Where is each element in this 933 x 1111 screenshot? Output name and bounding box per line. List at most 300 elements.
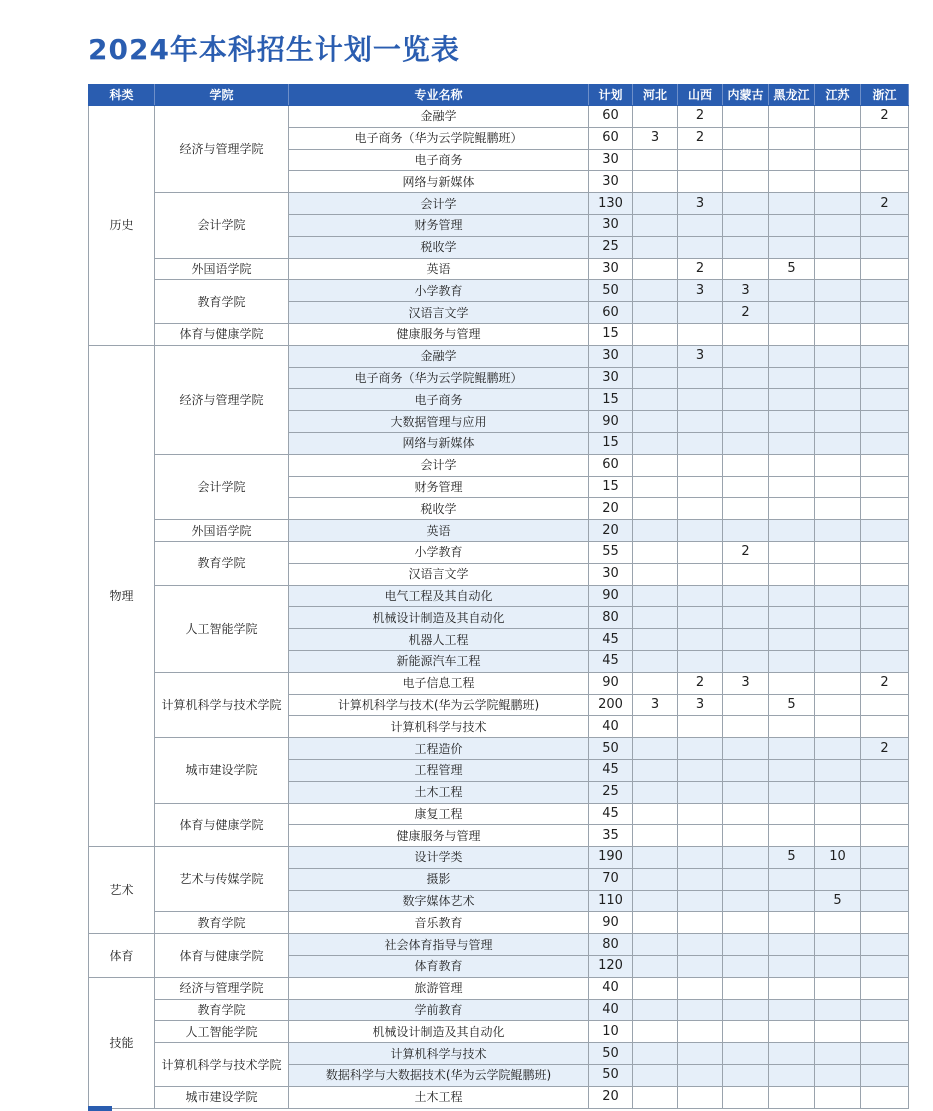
major-cell: 英语 [289, 520, 589, 542]
province-quota-cell [633, 956, 678, 978]
province-quota-cell [769, 934, 815, 956]
province-quota-cell [861, 956, 909, 978]
major-cell: 税收学 [289, 498, 589, 520]
header-hebei: 河北 [633, 85, 678, 106]
major-cell: 财务管理 [289, 214, 589, 236]
major-cell: 设计学类 [289, 847, 589, 869]
plan-cell: 200 [589, 694, 633, 716]
major-cell: 税收学 [289, 236, 589, 258]
major-cell: 旅游管理 [289, 977, 589, 999]
college-cell: 外国语学院 [155, 258, 289, 280]
table-row [89, 106, 909, 128]
province-quota-cell [769, 498, 815, 520]
province-quota-cell [861, 716, 909, 738]
major-cell: 大数据管理与应用 [289, 411, 589, 433]
province-quota-cell [678, 934, 723, 956]
major-cell: 康复工程 [289, 803, 589, 825]
college-cell: 艺术与传媒学院 [155, 847, 289, 912]
province-quota-cell: 5 [769, 258, 815, 280]
province-quota-cell [861, 825, 909, 847]
province-quota-cell: 2 [861, 106, 909, 128]
province-quota-cell [769, 454, 815, 476]
province-quota-cell [633, 389, 678, 411]
college-cell: 城市建设学院 [155, 1086, 289, 1108]
province-quota-cell [723, 236, 769, 258]
province-quota-cell [861, 476, 909, 498]
header-major: 专业名称 [289, 85, 589, 106]
plan-cell: 60 [589, 302, 633, 324]
province-quota-cell [723, 1043, 769, 1065]
province-quota-cell [861, 977, 909, 999]
province-quota-cell [815, 1086, 861, 1108]
province-quota-cell [633, 716, 678, 738]
table-row [89, 999, 909, 1021]
province-quota-cell [815, 825, 861, 847]
province-quota-cell [633, 585, 678, 607]
province-quota-cell: 2 [861, 738, 909, 760]
province-quota-cell [815, 629, 861, 651]
plan-cell: 80 [589, 934, 633, 956]
table-row [89, 1043, 909, 1065]
table-row [89, 977, 909, 999]
province-quota-cell [861, 236, 909, 258]
province-quota-cell [815, 607, 861, 629]
province-quota-cell [633, 411, 678, 433]
table-row [89, 912, 909, 934]
province-quota-cell [815, 106, 861, 128]
province-quota-cell [723, 738, 769, 760]
province-quota-cell [723, 1021, 769, 1043]
plan-cell: 50 [589, 1065, 633, 1087]
province-quota-cell [723, 432, 769, 454]
major-cell: 新能源汽车工程 [289, 650, 589, 672]
province-quota-cell [633, 193, 678, 215]
college-cell: 人工智能学院 [155, 1021, 289, 1043]
header-category: 科类 [89, 85, 155, 106]
province-quota-cell [815, 127, 861, 149]
college-cell: 体育与健康学院 [155, 323, 289, 345]
plan-cell: 15 [589, 476, 633, 498]
province-quota-cell [815, 934, 861, 956]
province-quota-cell [678, 236, 723, 258]
major-cell: 电子商务 [289, 389, 589, 411]
college-cell: 教育学院 [155, 541, 289, 585]
major-cell: 英语 [289, 258, 589, 280]
plan-cell: 45 [589, 629, 633, 651]
province-quota-cell [861, 541, 909, 563]
province-quota-cell [815, 912, 861, 934]
table-body [89, 106, 909, 1109]
header-heilongjiang: 黑龙江 [769, 85, 815, 106]
province-quota-cell [723, 890, 769, 912]
table-row [89, 280, 909, 302]
province-quota-cell [678, 1086, 723, 1108]
province-quota-cell [678, 716, 723, 738]
province-quota-cell [769, 868, 815, 890]
province-quota-cell [861, 803, 909, 825]
major-cell: 数据科学与大数据技术(华为云学院鲲鹏班) [289, 1065, 589, 1087]
province-quota-cell [633, 520, 678, 542]
major-cell: 计算机科学与技术 [289, 1043, 589, 1065]
table-row [89, 847, 909, 869]
province-quota-cell [861, 127, 909, 149]
province-quota-cell [769, 280, 815, 302]
table-row [89, 738, 909, 760]
province-quota-cell [815, 672, 861, 694]
college-cell: 计算机科学与技术学院 [155, 672, 289, 737]
major-cell: 机器人工程 [289, 629, 589, 651]
province-quota-cell [815, 149, 861, 171]
province-quota-cell [769, 411, 815, 433]
province-quota-cell [633, 498, 678, 520]
province-quota-cell [815, 541, 861, 563]
province-quota-cell [861, 759, 909, 781]
province-quota-cell [815, 585, 861, 607]
province-quota-cell [723, 912, 769, 934]
province-quota-cell [723, 258, 769, 280]
major-cell: 汉语言文学 [289, 302, 589, 324]
province-quota-cell [633, 302, 678, 324]
province-quota-cell: 3 [723, 280, 769, 302]
province-quota-cell [769, 999, 815, 1021]
province-quota-cell: 3 [678, 280, 723, 302]
province-quota-cell [861, 411, 909, 433]
province-quota-cell: 3 [678, 345, 723, 367]
province-quota-cell [861, 367, 909, 389]
province-quota-cell [723, 1065, 769, 1087]
plan-cell: 25 [589, 236, 633, 258]
province-quota-cell [633, 1043, 678, 1065]
province-quota-cell [678, 149, 723, 171]
province-quota-cell [678, 738, 723, 760]
province-quota-cell [633, 563, 678, 585]
province-quota-cell [723, 476, 769, 498]
plan-cell: 30 [589, 171, 633, 193]
province-quota-cell [633, 323, 678, 345]
province-quota-cell [769, 912, 815, 934]
table-row [89, 1086, 909, 1108]
province-quota-cell [633, 999, 678, 1021]
province-quota-cell [678, 498, 723, 520]
province-quota-cell [723, 847, 769, 869]
province-quota-cell [633, 1065, 678, 1087]
province-quota-cell [815, 258, 861, 280]
college-cell: 体育与健康学院 [155, 803, 289, 847]
province-quota-cell [861, 1065, 909, 1087]
province-quota-cell [769, 432, 815, 454]
plan-cell: 50 [589, 280, 633, 302]
major-cell: 音乐教育 [289, 912, 589, 934]
college-cell: 体育与健康学院 [155, 934, 289, 978]
province-quota-cell [633, 454, 678, 476]
province-quota-cell [633, 890, 678, 912]
province-quota-cell [633, 803, 678, 825]
province-quota-cell [769, 476, 815, 498]
plan-cell: 25 [589, 781, 633, 803]
province-quota-cell [861, 498, 909, 520]
header-college: 学院 [155, 85, 289, 106]
province-quota-cell [861, 629, 909, 651]
province-quota-cell [815, 432, 861, 454]
major-cell: 电子信息工程 [289, 672, 589, 694]
province-quota-cell [678, 541, 723, 563]
province-quota-cell [678, 454, 723, 476]
college-cell: 经济与管理学院 [155, 345, 289, 454]
province-quota-cell [815, 498, 861, 520]
province-quota-cell [723, 868, 769, 890]
major-cell: 健康服务与管理 [289, 323, 589, 345]
province-quota-cell [723, 411, 769, 433]
province-quota-cell [678, 323, 723, 345]
major-cell: 汉语言文学 [289, 563, 589, 585]
province-quota-cell: 5 [769, 847, 815, 869]
table-row [89, 803, 909, 825]
province-quota-cell [815, 411, 861, 433]
province-quota-cell [678, 432, 723, 454]
province-quota-cell [769, 214, 815, 236]
province-quota-cell [678, 999, 723, 1021]
plan-cell: 20 [589, 498, 633, 520]
plan-cell: 50 [589, 1043, 633, 1065]
major-cell: 网络与新媒体 [289, 171, 589, 193]
major-cell: 会计学 [289, 193, 589, 215]
province-quota-cell [769, 607, 815, 629]
plan-cell: 15 [589, 323, 633, 345]
province-quota-cell [815, 345, 861, 367]
province-quota-cell [633, 672, 678, 694]
province-quota-cell [769, 890, 815, 912]
plan-cell: 80 [589, 607, 633, 629]
province-quota-cell [678, 825, 723, 847]
province-quota-cell [678, 890, 723, 912]
province-quota-cell [861, 912, 909, 934]
province-quota-cell: 2 [678, 127, 723, 149]
enrollment-plan-table [88, 84, 909, 1109]
plan-cell: 30 [589, 214, 633, 236]
category-cell: 技能 [89, 977, 155, 1108]
province-quota-cell: 5 [815, 890, 861, 912]
province-quota-cell [769, 127, 815, 149]
province-quota-cell [769, 106, 815, 128]
plan-cell: 55 [589, 541, 633, 563]
header-neimenggu: 内蒙古 [723, 85, 769, 106]
plan-cell: 45 [589, 759, 633, 781]
plan-cell: 45 [589, 650, 633, 672]
province-quota-cell [861, 214, 909, 236]
province-quota-cell: 2 [723, 541, 769, 563]
province-quota-cell [678, 585, 723, 607]
province-quota-cell [769, 956, 815, 978]
plan-cell: 30 [589, 149, 633, 171]
plan-cell: 30 [589, 345, 633, 367]
plan-cell: 20 [589, 520, 633, 542]
province-quota-cell [633, 934, 678, 956]
plan-cell: 40 [589, 977, 633, 999]
province-quota-cell [633, 912, 678, 934]
province-quota-cell [723, 999, 769, 1021]
province-quota-cell [861, 149, 909, 171]
table-row [89, 672, 909, 694]
province-quota-cell: 3 [633, 694, 678, 716]
province-quota-cell [769, 672, 815, 694]
college-cell: 城市建设学院 [155, 738, 289, 803]
province-quota-cell [633, 367, 678, 389]
province-quota-cell: 3 [633, 127, 678, 149]
province-quota-cell [815, 171, 861, 193]
province-quota-cell [678, 1021, 723, 1043]
college-cell: 计算机科学与技术学院 [155, 1043, 289, 1087]
table-row [89, 934, 909, 956]
province-quota-cell: 2 [678, 672, 723, 694]
major-cell: 社会体育指导与管理 [289, 934, 589, 956]
major-cell: 健康服务与管理 [289, 825, 589, 847]
province-quota-cell [815, 781, 861, 803]
province-quota-cell [815, 956, 861, 978]
province-quota-cell [769, 738, 815, 760]
header-row [89, 85, 909, 106]
major-cell: 机械设计制造及其自动化 [289, 1021, 589, 1043]
college-cell: 经济与管理学院 [155, 106, 289, 193]
province-quota-cell [815, 520, 861, 542]
province-quota-cell [723, 1086, 769, 1108]
table-row [89, 258, 909, 280]
category-cell: 物理 [89, 345, 155, 846]
plan-cell: 70 [589, 868, 633, 890]
province-quota-cell [861, 650, 909, 672]
plan-cell: 120 [589, 956, 633, 978]
major-cell: 金融学 [289, 345, 589, 367]
province-quota-cell [861, 847, 909, 869]
province-quota-cell [861, 1043, 909, 1065]
plan-cell: 130 [589, 193, 633, 215]
province-quota-cell [815, 738, 861, 760]
plan-cell: 30 [589, 563, 633, 585]
college-cell: 教育学院 [155, 912, 289, 934]
province-quota-cell [769, 1086, 815, 1108]
province-quota-cell [723, 607, 769, 629]
table-row [89, 585, 909, 607]
province-quota-cell [633, 759, 678, 781]
province-quota-cell [723, 171, 769, 193]
province-quota-cell [861, 302, 909, 324]
page-title: 2024年本科招生计划一览表 [88, 33, 460, 66]
major-cell: 财务管理 [289, 476, 589, 498]
province-quota-cell [633, 149, 678, 171]
plan-cell: 90 [589, 585, 633, 607]
province-quota-cell [769, 1021, 815, 1043]
province-quota-cell: 2 [678, 258, 723, 280]
major-cell: 会计学 [289, 454, 589, 476]
province-quota-cell [769, 629, 815, 651]
plan-cell: 30 [589, 367, 633, 389]
province-quota-cell [678, 302, 723, 324]
province-quota-cell [861, 563, 909, 585]
province-quota-cell [723, 214, 769, 236]
province-quota-cell [633, 1086, 678, 1108]
plan-cell: 30 [589, 258, 633, 280]
province-quota-cell [815, 1043, 861, 1065]
province-quota-cell [678, 607, 723, 629]
province-quota-cell: 5 [769, 694, 815, 716]
province-quota-cell [723, 694, 769, 716]
college-cell: 外国语学院 [155, 520, 289, 542]
major-cell: 电子商务（华为云学院鲲鹏班） [289, 127, 589, 149]
province-quota-cell [815, 1021, 861, 1043]
plan-cell: 190 [589, 847, 633, 869]
province-quota-cell [861, 694, 909, 716]
province-quota-cell: 2 [678, 106, 723, 128]
table-row [89, 323, 909, 345]
province-quota-cell [633, 432, 678, 454]
province-quota-cell [678, 214, 723, 236]
major-cell: 电子商务（华为云学院鲲鹏班） [289, 367, 589, 389]
province-quota-cell [723, 759, 769, 781]
college-cell: 人工智能学院 [155, 585, 289, 672]
province-quota-cell [815, 280, 861, 302]
province-quota-cell [815, 476, 861, 498]
major-cell: 计算机科学与技术 [289, 716, 589, 738]
province-quota-cell [769, 193, 815, 215]
province-quota-cell: 2 [723, 302, 769, 324]
province-quota-cell [633, 258, 678, 280]
province-quota-cell [723, 389, 769, 411]
province-quota-cell [678, 803, 723, 825]
province-quota-cell [861, 999, 909, 1021]
major-cell: 土木工程 [289, 781, 589, 803]
province-quota-cell [769, 367, 815, 389]
province-quota-cell [861, 1086, 909, 1108]
major-cell: 土木工程 [289, 1086, 589, 1108]
province-quota-cell [815, 694, 861, 716]
province-quota-cell [678, 476, 723, 498]
table-row [89, 454, 909, 476]
province-quota-cell [633, 847, 678, 869]
plan-cell: 50 [589, 738, 633, 760]
province-quota-cell [769, 803, 815, 825]
province-quota-cell [861, 1021, 909, 1043]
province-quota-cell [815, 868, 861, 890]
plan-cell: 20 [589, 1086, 633, 1108]
category-cell: 体育 [89, 934, 155, 978]
major-cell: 体育教育 [289, 956, 589, 978]
province-quota-cell [723, 716, 769, 738]
province-quota-cell [723, 345, 769, 367]
province-quota-cell: 3 [678, 694, 723, 716]
province-quota-cell [769, 236, 815, 258]
category-cell: 艺术 [89, 847, 155, 934]
major-cell: 摄影 [289, 868, 589, 890]
plan-cell: 15 [589, 432, 633, 454]
province-quota-cell [861, 258, 909, 280]
province-quota-cell [723, 563, 769, 585]
province-quota-cell [769, 650, 815, 672]
province-quota-cell [633, 650, 678, 672]
province-quota-cell [678, 847, 723, 869]
province-quota-cell [633, 781, 678, 803]
plan-cell: 15 [589, 389, 633, 411]
province-quota-cell [861, 454, 909, 476]
province-quota-cell [815, 716, 861, 738]
province-quota-cell [633, 541, 678, 563]
table-row [89, 193, 909, 215]
province-quota-cell [723, 650, 769, 672]
province-quota-cell [678, 1065, 723, 1087]
province-quota-cell [769, 1065, 815, 1087]
category-cell: 历史 [89, 106, 155, 346]
plan-cell: 60 [589, 454, 633, 476]
table-row [89, 520, 909, 542]
province-quota-cell [678, 650, 723, 672]
